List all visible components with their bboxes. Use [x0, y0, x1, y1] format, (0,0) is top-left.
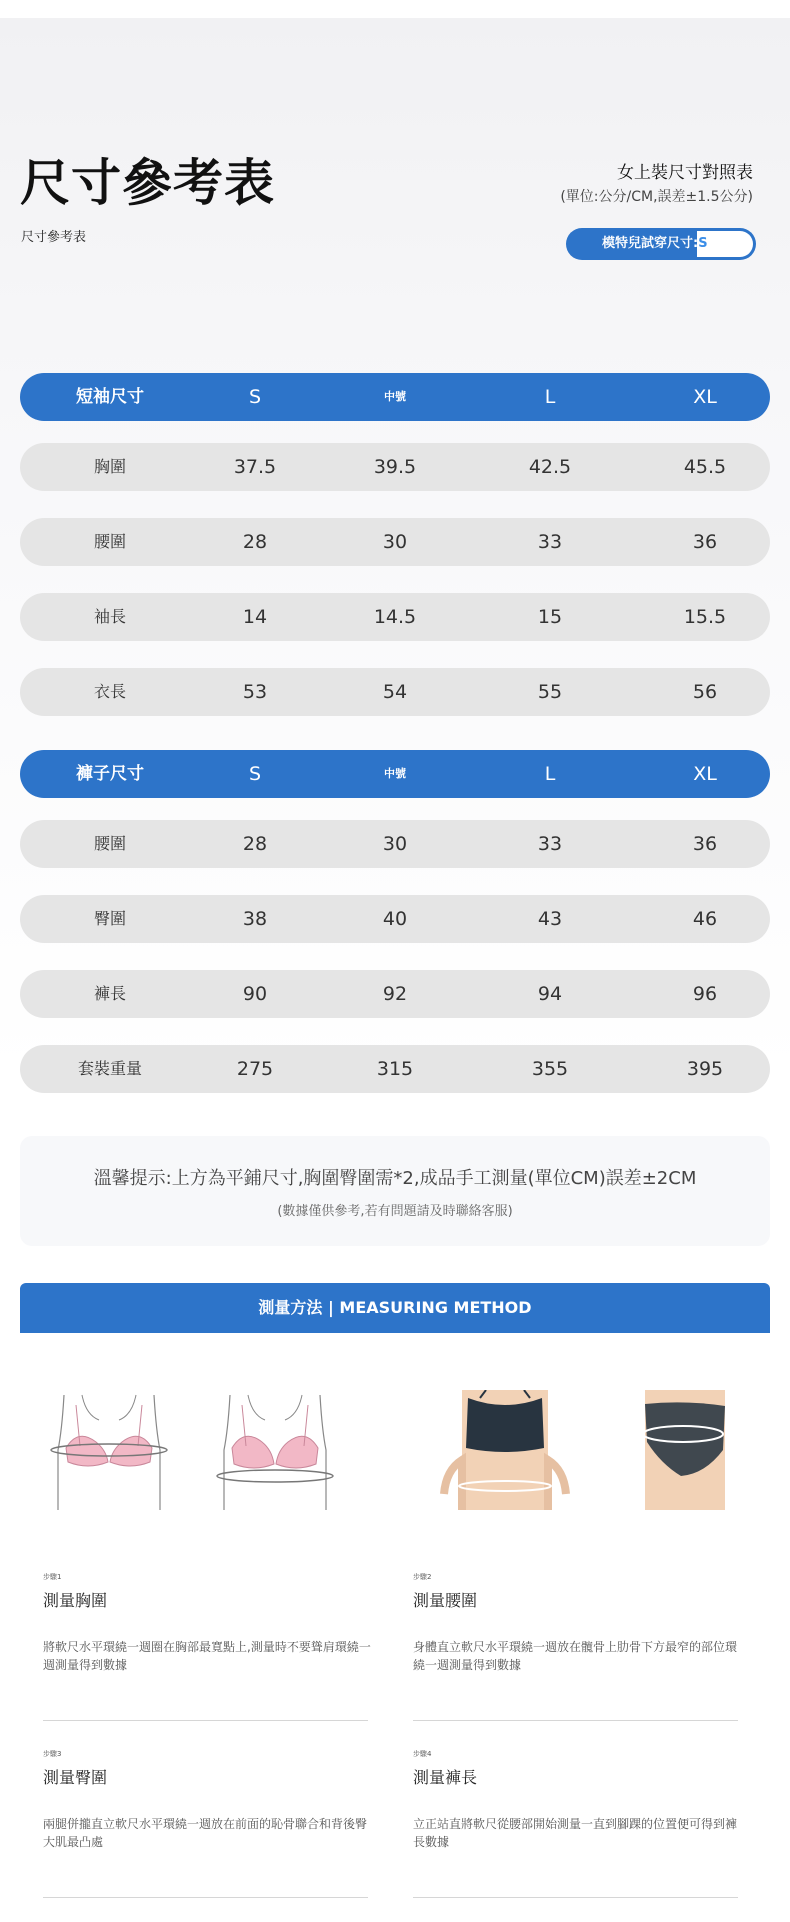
cell-value: 355	[531, 1058, 569, 1080]
hip-measure-illustration	[620, 1390, 750, 1510]
cell-value: 36	[692, 833, 718, 855]
size-header-l: L	[544, 763, 556, 785]
table-row	[20, 820, 770, 868]
size-header-m: 中號	[384, 390, 406, 403]
table-row	[20, 593, 770, 641]
cell-value: 94	[537, 983, 563, 1005]
step-pants-length	[413, 1749, 743, 1898]
cell-value: 92	[382, 983, 408, 1005]
cell-value: 275	[236, 1058, 274, 1080]
step-heading: 測量褲長	[413, 1768, 478, 1787]
table-header-pants	[20, 750, 770, 798]
cell-value: 54	[382, 681, 408, 703]
step-heading: 測量臀圍	[43, 1768, 108, 1787]
unit-note: (單位:公分/CM,誤差±1.5公分)	[560, 189, 753, 205]
cell-value: 15	[537, 606, 563, 628]
step-bust	[43, 1572, 373, 1721]
cell-value: 30	[382, 531, 408, 553]
step-divider	[43, 1897, 368, 1898]
cell-value: 315	[376, 1058, 414, 1080]
cell-value: 33	[537, 833, 563, 855]
row-label: 衣長	[93, 682, 126, 701]
step-waist	[413, 1572, 743, 1721]
page-title: 尺寸參考表	[20, 154, 275, 212]
row-label: 褲長	[93, 984, 126, 1003]
table-row	[20, 518, 770, 566]
tip-sub: (數據僅供參考,若有問題請及時聯絡客服)	[277, 1204, 513, 1219]
bust-measure-illustration	[44, 1390, 174, 1510]
row-label: 袖長	[93, 607, 126, 626]
cell-value: 46	[692, 908, 718, 930]
size-header-m: 中號	[384, 767, 406, 780]
step-description: 將軟尺水平環繞一週圈在胸部最寬點上,測量時不要聳肩環繞一週測量得到數據	[43, 1640, 371, 1672]
cell-value: 15.5	[683, 606, 727, 628]
row-label: 腰圍	[93, 834, 126, 853]
table-label: 短袖尺寸	[76, 387, 144, 407]
cell-value: 33	[537, 531, 563, 553]
size-header-xl: XL	[693, 763, 717, 785]
step-description: 身體直立軟尺水平環繞一週放在髖骨上肋骨下方最窄的部位環繞一週測量得到數據	[413, 1640, 738, 1672]
row-label: 腰圍	[93, 532, 126, 551]
step-divider	[413, 1897, 738, 1898]
step-number: 步驟2	[413, 1573, 432, 1581]
cell-value: 90	[242, 983, 268, 1005]
cell-value: 96	[692, 983, 718, 1005]
size-header-l: L	[544, 386, 556, 408]
chart-heading: 女上裝尺寸對照表	[617, 163, 753, 183]
step-heading: 測量腰圍	[413, 1591, 478, 1610]
row-label: 套裝重量	[77, 1059, 142, 1078]
model-size-badge	[566, 228, 756, 260]
cell-value: 37.5	[233, 456, 277, 478]
cell-value: 28	[242, 833, 268, 855]
cell-value: 30	[382, 833, 408, 855]
step-heading: 測量胸圍	[43, 1591, 108, 1610]
step-divider	[413, 1720, 738, 1721]
cell-value: 55	[537, 681, 563, 703]
step-divider	[43, 1720, 368, 1721]
cell-value: 42.5	[528, 456, 572, 478]
size-header-s: S	[248, 386, 262, 408]
table-label: 褲子尺寸	[76, 764, 144, 784]
cell-value: 53	[242, 681, 268, 703]
cell-value: 38	[242, 908, 268, 930]
tip-box	[20, 1136, 770, 1246]
step-number: 步驟1	[43, 1573, 62, 1581]
size-header-xl: XL	[693, 386, 717, 408]
step-description: 兩腿併攏直立軟尺水平環繞一週放在前面的恥骨聯合和背後臀大肌最凸處	[43, 1817, 368, 1849]
size-header-s: S	[248, 763, 262, 785]
cell-value: 14	[242, 606, 268, 628]
table-row	[20, 443, 770, 491]
underbust-measure-illustration	[210, 1390, 340, 1510]
cell-value: 28	[242, 531, 268, 553]
model-size-text: 模特兒試穿尺寸:	[602, 236, 699, 251]
table-row	[20, 895, 770, 943]
measuring-method-bar	[20, 1283, 770, 1333]
cell-value: 36	[692, 531, 718, 553]
cell-value: 56	[692, 681, 718, 703]
waist-measure-illustration	[440, 1390, 570, 1510]
table-row	[20, 970, 770, 1018]
row-label: 胸圍	[93, 457, 126, 476]
step-number: 步驟3	[43, 1750, 62, 1758]
cell-value: 395	[686, 1058, 724, 1080]
table-row	[20, 668, 770, 716]
cell-value: 45.5	[683, 456, 727, 478]
cell-value: 39.5	[373, 456, 417, 478]
step-hip	[43, 1749, 373, 1898]
top-strip	[0, 0, 790, 18]
page-subtitle: 尺寸參考表	[21, 230, 87, 245]
row-label: 臀圍	[93, 909, 126, 928]
table-header-top	[20, 373, 770, 421]
measuring-method-title: 測量方法 | MEASURING METHOD	[258, 1298, 532, 1317]
table-row	[20, 1045, 770, 1093]
model-size-value: S	[698, 236, 708, 251]
cell-value: 14.5	[373, 606, 417, 628]
model-size-label	[602, 228, 708, 260]
cell-value: 43	[537, 908, 563, 930]
step-number: 步驟4	[413, 1750, 432, 1758]
step-description: 立正站直將軟尺從腰部開始測量一直到腳踝的位置便可得到褲長數據	[413, 1817, 738, 1849]
tip-main: 溫馨提示:上方為平鋪尺寸,胸圍臀圍需*2,成品手工測量(單位CM)誤差±2CM	[93, 1168, 697, 1189]
cell-value: 40	[382, 908, 408, 930]
